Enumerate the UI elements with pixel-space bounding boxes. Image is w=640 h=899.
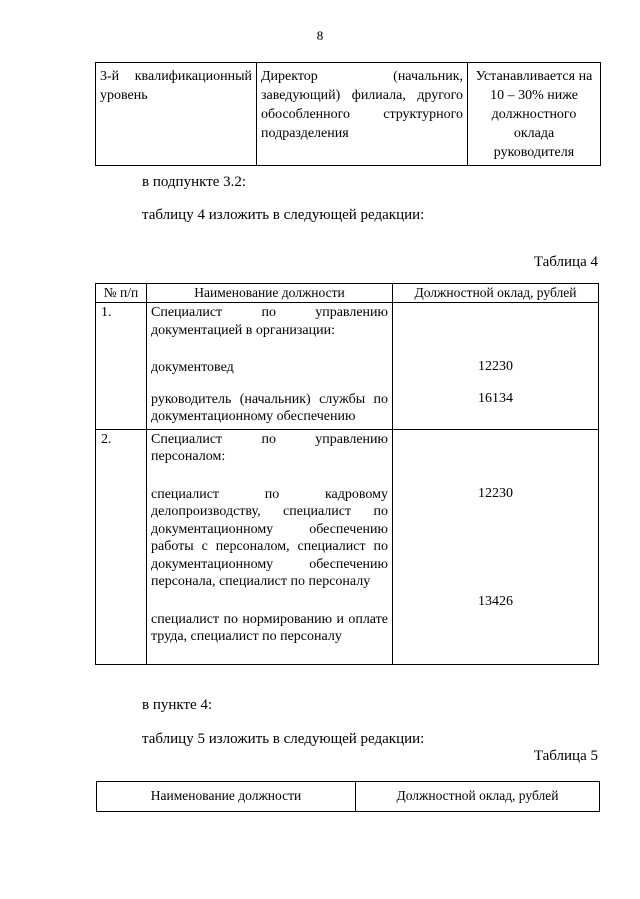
position-name: специалист по кадровому делопроизводству, специалист по документационному обеспечению работы с персоналом, специалист по документационному обеспечению персонала, специалист по персоналу — [151, 486, 388, 589]
column-header-position: Наименование должности — [97, 782, 356, 812]
column-header-number: № п/п — [96, 284, 147, 303]
qualification-table — [95, 62, 601, 166]
table-5 — [96, 781, 600, 812]
table5-caption: Таблица 5 — [533, 748, 598, 764]
group-title: Специалист по управлению персоналом: — [151, 431, 388, 464]
subpoint-text: в подпункте 3.2: — [142, 174, 247, 190]
group-title: Специалист по управлению документацией в организации: — [151, 305, 388, 338]
salary-cell: Устанавливается на 10 – 30% ниже должностного оклада руководителя — [468, 63, 601, 166]
table-header-row — [97, 782, 600, 812]
table-row — [96, 303, 599, 430]
position-name: документовед — [151, 360, 234, 375]
instruction-text: таблицу 5 изложить в следующей редакции: — [142, 731, 425, 747]
position-cell — [147, 303, 393, 430]
position-name: руководитель (начальник) службы по документационному обеспечению — [151, 391, 388, 424]
position-cell: Директор (начальник, заведующий) филиала, другого обособленного структурного подразделения — [257, 63, 468, 166]
table-row — [96, 429, 599, 664]
instruction-text: таблицу 4 изложить в следующей редакции: — [142, 207, 425, 223]
table-header-row — [96, 284, 599, 303]
salary-value: 16134 — [478, 390, 513, 406]
salary-value: 12230 — [478, 359, 513, 374]
salary-value: 13426 — [478, 594, 513, 609]
position-cell — [147, 429, 393, 664]
table-4 — [95, 283, 599, 665]
salary-cell — [393, 429, 599, 664]
column-header-salary: Должностной оклад, рублей — [356, 782, 600, 812]
salary-value: 12230 — [478, 485, 513, 501]
salary-cell — [393, 303, 599, 430]
column-header-salary: Должностной оклад, рублей — [393, 284, 599, 303]
table-row — [96, 63, 601, 166]
row-number: 2. — [96, 429, 147, 664]
table4-caption: Таблица 4 — [533, 254, 598, 270]
row-number: 1. — [96, 303, 147, 430]
qualification-level-cell: 3-й квалификационный уровень — [96, 63, 257, 166]
page-number: 8 — [316, 28, 324, 43]
column-header-position: Наименование должности — [147, 284, 393, 303]
position-name: специалист по нормированию и оплате труда, специалист по персоналу — [151, 611, 388, 644]
point-text: в пункте 4: — [142, 697, 213, 713]
